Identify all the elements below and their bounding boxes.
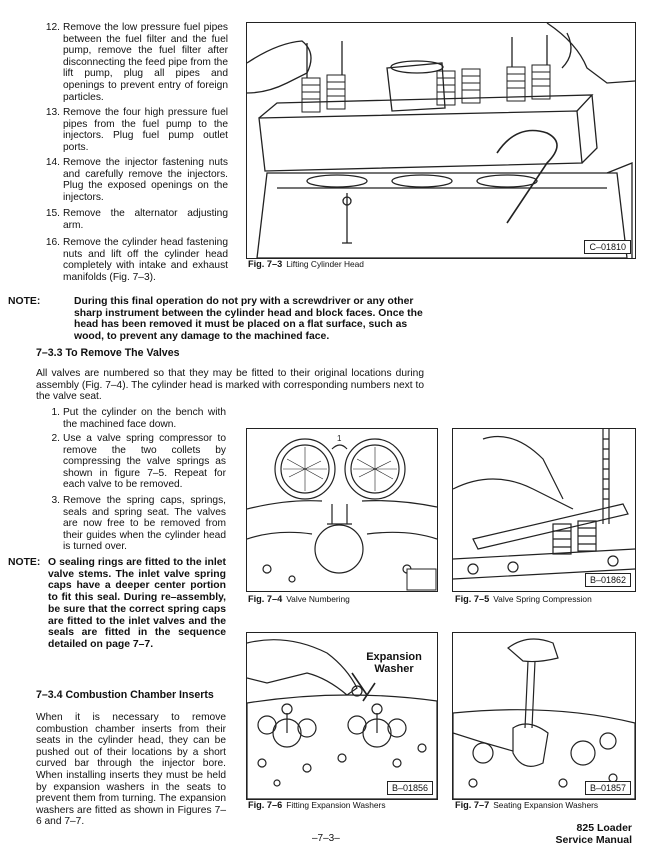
step-text: Use a valve spring compressor to remove the two collets by compressing the valve springs as shown in figure 7–5. Repeat for each valve to be removed. (63, 433, 226, 491)
section-intro: All valves are numbered so that they may be fitted to their original locations during assembly (Fig. 7–4). The cylinder head is marked with corresponding numbers next to the valve seat. (36, 368, 424, 403)
step-number: 2. (51, 433, 60, 444)
manual-title (556, 822, 632, 846)
valve-numbering-illustration (247, 429, 437, 591)
callout-line: Expansion (366, 651, 422, 663)
model-name: 825 Loader (576, 822, 632, 834)
manual-name: Service Manual (555, 834, 632, 846)
step-number: 16. (45, 237, 60, 248)
figure-caption: Lifting Cylinder Head (286, 259, 364, 269)
section-text: When it is necessary to remove combustion chamber inserts from their seats in the cylinder head, they can be pushed out of their locations by a short curved bar through the injector bore. When installing inserts they must be held by expansion washers in the seats to prevent them from turning. The expansion washers are fitted as shown in Figures 7–6 and 7–7. (36, 712, 226, 828)
caption-7-7 (455, 800, 598, 810)
valve-step-3 (38, 495, 226, 553)
page-number: –7–3– (312, 833, 340, 844)
expansion-washer-callout (361, 651, 427, 675)
valve-step-2 (38, 433, 226, 491)
step-number: 3. (51, 495, 60, 506)
step-14 (38, 157, 228, 203)
step-text: Remove the spring caps, springs, seals and spring seat. The valves are now free to be removed from their guides when the cylinder head is turned over. (63, 495, 226, 553)
figure-label: Fig. 7–7 (455, 800, 490, 810)
caption-7-5 (455, 594, 592, 604)
step-text: Remove the injector fastening nuts and carefully remove the injectors. Plug the exposed openings on the injectors. (63, 157, 228, 203)
section-heading-7-3-3: 7–3.3 To Remove The Valves (36, 347, 180, 359)
lifting-cylinder-head-illustration (247, 23, 635, 258)
figure-id: B–01862 (585, 573, 631, 587)
figure-caption: Valve Numbering (286, 594, 350, 604)
note-text: O sealing rings are fitted to the inlet valve stems. The inlet valve spring caps have a deeper center portion to fit this seal. During re–assembly, be sure that the correct spring caps are fitted to the inlet valves and the seals are fitted in the sequence detailed on page 7–7. (48, 557, 226, 650)
figure-caption: Fitting Expansion Washers (286, 800, 386, 810)
step-number: 1. (51, 407, 60, 418)
figure-id: B–01857 (585, 781, 631, 795)
step-number: 15. (45, 208, 60, 219)
step-number: 13. (45, 107, 60, 118)
figure-id: B–01856 (387, 781, 433, 795)
seating-expansion-washers-illustration (453, 633, 635, 799)
svg-text:1: 1 (337, 434, 342, 443)
step-12 (38, 22, 228, 103)
caption-7-4 (248, 594, 350, 604)
figure-label: Fig. 7–3 (248, 259, 283, 269)
step-13 (38, 107, 228, 153)
valve-spring-compression-illustration (453, 429, 635, 591)
step-text: Put the cylinder on the bench with the machined face down. (63, 407, 226, 430)
figure-label: Fig. 7–5 (455, 594, 490, 604)
note-sealing-rings (8, 557, 226, 651)
step-text: Remove the cylinder head fastening nuts and lift off the cylinder head completely with intake and exhaust manifolds (Fig. 7–3). (63, 237, 228, 283)
step-number: 14. (45, 157, 60, 168)
step-text: Remove the low pressure fuel pipes between the fuel filter and the fuel pump, remove the fuel filter after disconnecting the feed pipe from the lift pump, plug all pipes and openings to prevent entry of foreign particles. (63, 22, 228, 103)
step-16 (38, 237, 228, 283)
step-text: Remove the four high pressure fuel pipes from the fuel pump to the injectors. Plug fuel pump outlet ports. (63, 107, 228, 153)
figure-7-3 (246, 22, 636, 259)
figure-7-5 (452, 428, 636, 592)
figure-label: Fig. 7–6 (248, 800, 283, 810)
note-label: NOTE: (8, 557, 41, 568)
step-text: Remove the alternator adjusting arm. (63, 208, 228, 231)
figure-label: Fig. 7–4 (248, 594, 283, 604)
valve-step-1 (38, 407, 226, 430)
callout-line: Washer (374, 663, 414, 675)
caption-7-3 (248, 259, 364, 269)
figure-7-7 (452, 632, 636, 800)
figure-7-4 (246, 428, 438, 592)
figure-caption: Valve Spring Compression (493, 594, 592, 604)
note-text: During this final operation do not pry with a screwdriver or any other sharp instrument between the cylinder head and block faces. Once the head has been removed it must be placed on a flat surface, such as wood, to prevent any damage to the machined face. (74, 296, 423, 343)
step-number: 12. (45, 22, 60, 33)
figure-caption: Seating Expansion Washers (493, 800, 599, 810)
note-prying (8, 296, 430, 343)
figure-id: C–01810 (584, 240, 631, 254)
step-15 (38, 208, 228, 231)
note-label: NOTE: (8, 296, 41, 307)
section-heading-7-3-4: 7–3.4 Combustion Chamber Inserts (36, 689, 214, 701)
caption-7-6 (248, 800, 386, 810)
